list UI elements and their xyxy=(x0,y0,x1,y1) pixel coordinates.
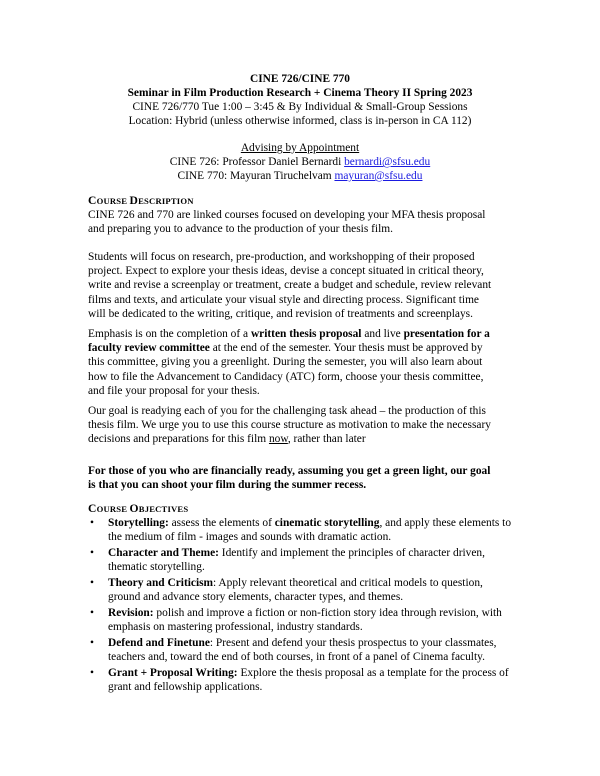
item-line: grant and fellowship applications. xyxy=(108,681,263,694)
text-run: polish and improve a fiction or non-fiction story idea through revision, with xyxy=(153,606,502,619)
paragraph-line: is that you can shoot your film during the summer recess. xyxy=(88,479,367,492)
item-line xyxy=(108,666,528,680)
advisor-2-label: CINE 770: Mayuran Tiruchelvam xyxy=(177,170,335,182)
paragraph-line: Students will focus on research, pre-production, and workshopping of their proposed xyxy=(88,251,475,263)
paragraph-line: films and texts, and articulate your visual style and directing process. Significant time xyxy=(88,293,479,306)
paragraph-line: will be dedicated to the writing, critique, and revision of treatments and screenplays. xyxy=(88,307,473,320)
paragraph-line: and file your proposal for your thesis. xyxy=(88,384,260,397)
item-line: emphasis on mastering professional, industry standards. xyxy=(108,621,363,634)
paragraph-line: thesis film. We urge you to use this course structure as motivation to make the necessary xyxy=(88,419,491,432)
course-code: CINE 726/CINE 770 xyxy=(250,73,350,85)
text-run: assess the elements of xyxy=(168,517,275,529)
list-item xyxy=(88,606,528,634)
description-paragraph-2 xyxy=(88,250,518,321)
bullet-icon: • xyxy=(90,517,94,529)
objectives-list xyxy=(88,516,528,694)
paragraph-line xyxy=(88,327,518,341)
item-line xyxy=(108,576,528,590)
paragraph-line xyxy=(88,432,518,446)
bold-text: cinematic storytelling xyxy=(274,517,380,529)
heading-smallcaps: OURSE xyxy=(96,196,130,206)
course-schedule: CINE 726/770 Tue 1:00 – 3:45 & By Individual & Small-Group Sessions xyxy=(132,101,468,113)
heading-letter: C xyxy=(88,502,97,515)
advisor-1-label: CINE 726: Professor Daniel Bernardi xyxy=(169,156,345,168)
list-item xyxy=(88,546,528,574)
advising-title: Advising by Appointment xyxy=(240,142,360,154)
paragraph-line: For those of you who are financially ready, assuming you get a green light, our goal xyxy=(88,465,491,477)
objective-title: Storytelling: xyxy=(108,517,169,529)
objective-title: Defend and Finetune xyxy=(108,636,210,649)
description-paragraph-5 xyxy=(88,464,518,492)
paragraph-line: Our goal is readying each of you for the challenging task ahead – the production of this xyxy=(88,405,486,417)
bullet-icon: • xyxy=(90,636,94,649)
item-line: teachers and, toward the end of both courses, in front of a panel of Cinema faculty. xyxy=(108,651,485,664)
bold-text: faculty review committee xyxy=(88,342,210,355)
list-item xyxy=(88,516,528,544)
description-paragraph-3 xyxy=(88,327,518,398)
text-run: , and apply these elements to xyxy=(379,517,512,529)
item-line: ground and advance story elements, character types, and themes. xyxy=(108,591,404,604)
bullet-icon: • xyxy=(90,546,94,559)
paragraph-line: write and revise a screenplay or treatment, create a budget and schedule, review relevant xyxy=(88,279,492,292)
item-line xyxy=(108,606,528,620)
bold-text: written thesis proposal xyxy=(250,328,362,340)
text-run: Emphasis is on the completion of a xyxy=(88,328,251,340)
paragraph-line: CINE 726 and 770 are linked courses focused on developing your MFA thesis proposal xyxy=(88,209,486,221)
course-location: Location: Hybrid (unless otherwise informed, class is in-person in CA 112) xyxy=(128,115,472,127)
objective-title: Character and Theme: xyxy=(108,546,219,559)
heading-letter: C xyxy=(88,194,97,207)
bullet-icon: • xyxy=(90,606,94,619)
text-run: , rather than later xyxy=(287,433,366,446)
description-paragraph-4 xyxy=(88,404,518,447)
paragraph-line xyxy=(88,341,518,355)
course-objectives-heading xyxy=(88,502,188,516)
item-line: the medium of film - images and sounds with dramatic action. xyxy=(108,531,392,544)
text-run: at the end of the semester. Your thesis must be approved by xyxy=(209,342,483,355)
course-description-heading xyxy=(88,194,194,208)
text-run: and live xyxy=(361,328,404,340)
objective-title: Revision: xyxy=(108,606,154,619)
list-item xyxy=(88,576,528,604)
advisor-2 xyxy=(60,169,540,183)
objective-title: Grant + Proposal Writing: xyxy=(108,666,238,679)
course-title: Seminar in Film Production Research + Cinema Theory II Spring 2023 xyxy=(127,87,473,99)
text-run: : Apply relevant theoretical and critical models to question, xyxy=(213,576,483,589)
list-item xyxy=(88,636,528,664)
text-run: Identify and implement the principles of character driven, xyxy=(218,546,485,559)
item-line xyxy=(108,636,528,650)
bullet-icon: • xyxy=(90,576,94,589)
text-run: : Present and defend your thesis prospectus to your classmates, xyxy=(209,636,497,649)
item-line xyxy=(108,516,528,530)
objective-title: Theory and Criticism xyxy=(108,576,214,589)
advisor-1 xyxy=(60,155,540,169)
underlined-text: now xyxy=(268,433,288,446)
paragraph-line: project. Expect to explore your thesis ideas, devise a concept situated in critical theory, xyxy=(88,265,484,278)
bold-text: presentation for a xyxy=(403,328,490,340)
paragraph-line: and preparing you to advance to the production of your thesis film. xyxy=(88,223,393,236)
list-item xyxy=(88,666,528,694)
heading-smallcaps: ESCRIPTION xyxy=(138,196,194,206)
heading-letter: D xyxy=(129,194,139,207)
text-run: decisions and preparations for this film xyxy=(88,433,269,446)
item-line xyxy=(108,546,528,560)
heading-letter: O xyxy=(129,502,139,515)
paragraph-line: this committee, giving you a greenlight. During the semester, you will also learn about xyxy=(88,356,483,369)
advisor-2-email-link[interactable]: mayuran@sfsu.edu xyxy=(334,170,423,182)
heading-smallcaps: BJECTIVES xyxy=(138,504,189,514)
item-line: thematic storytelling. xyxy=(108,561,205,574)
advisor-1-email-link[interactable]: bernardi@sfsu.edu xyxy=(344,156,431,168)
description-paragraph-1 xyxy=(88,208,518,236)
heading-smallcaps: OURSE xyxy=(96,504,130,514)
bullet-icon: • xyxy=(90,666,94,679)
text-run: Explore the thesis proposal as a template for the process of xyxy=(237,666,509,679)
paragraph-line: how to file the Advancement to Candidacy (ATC) form, choose your thesis committee, xyxy=(88,370,484,383)
